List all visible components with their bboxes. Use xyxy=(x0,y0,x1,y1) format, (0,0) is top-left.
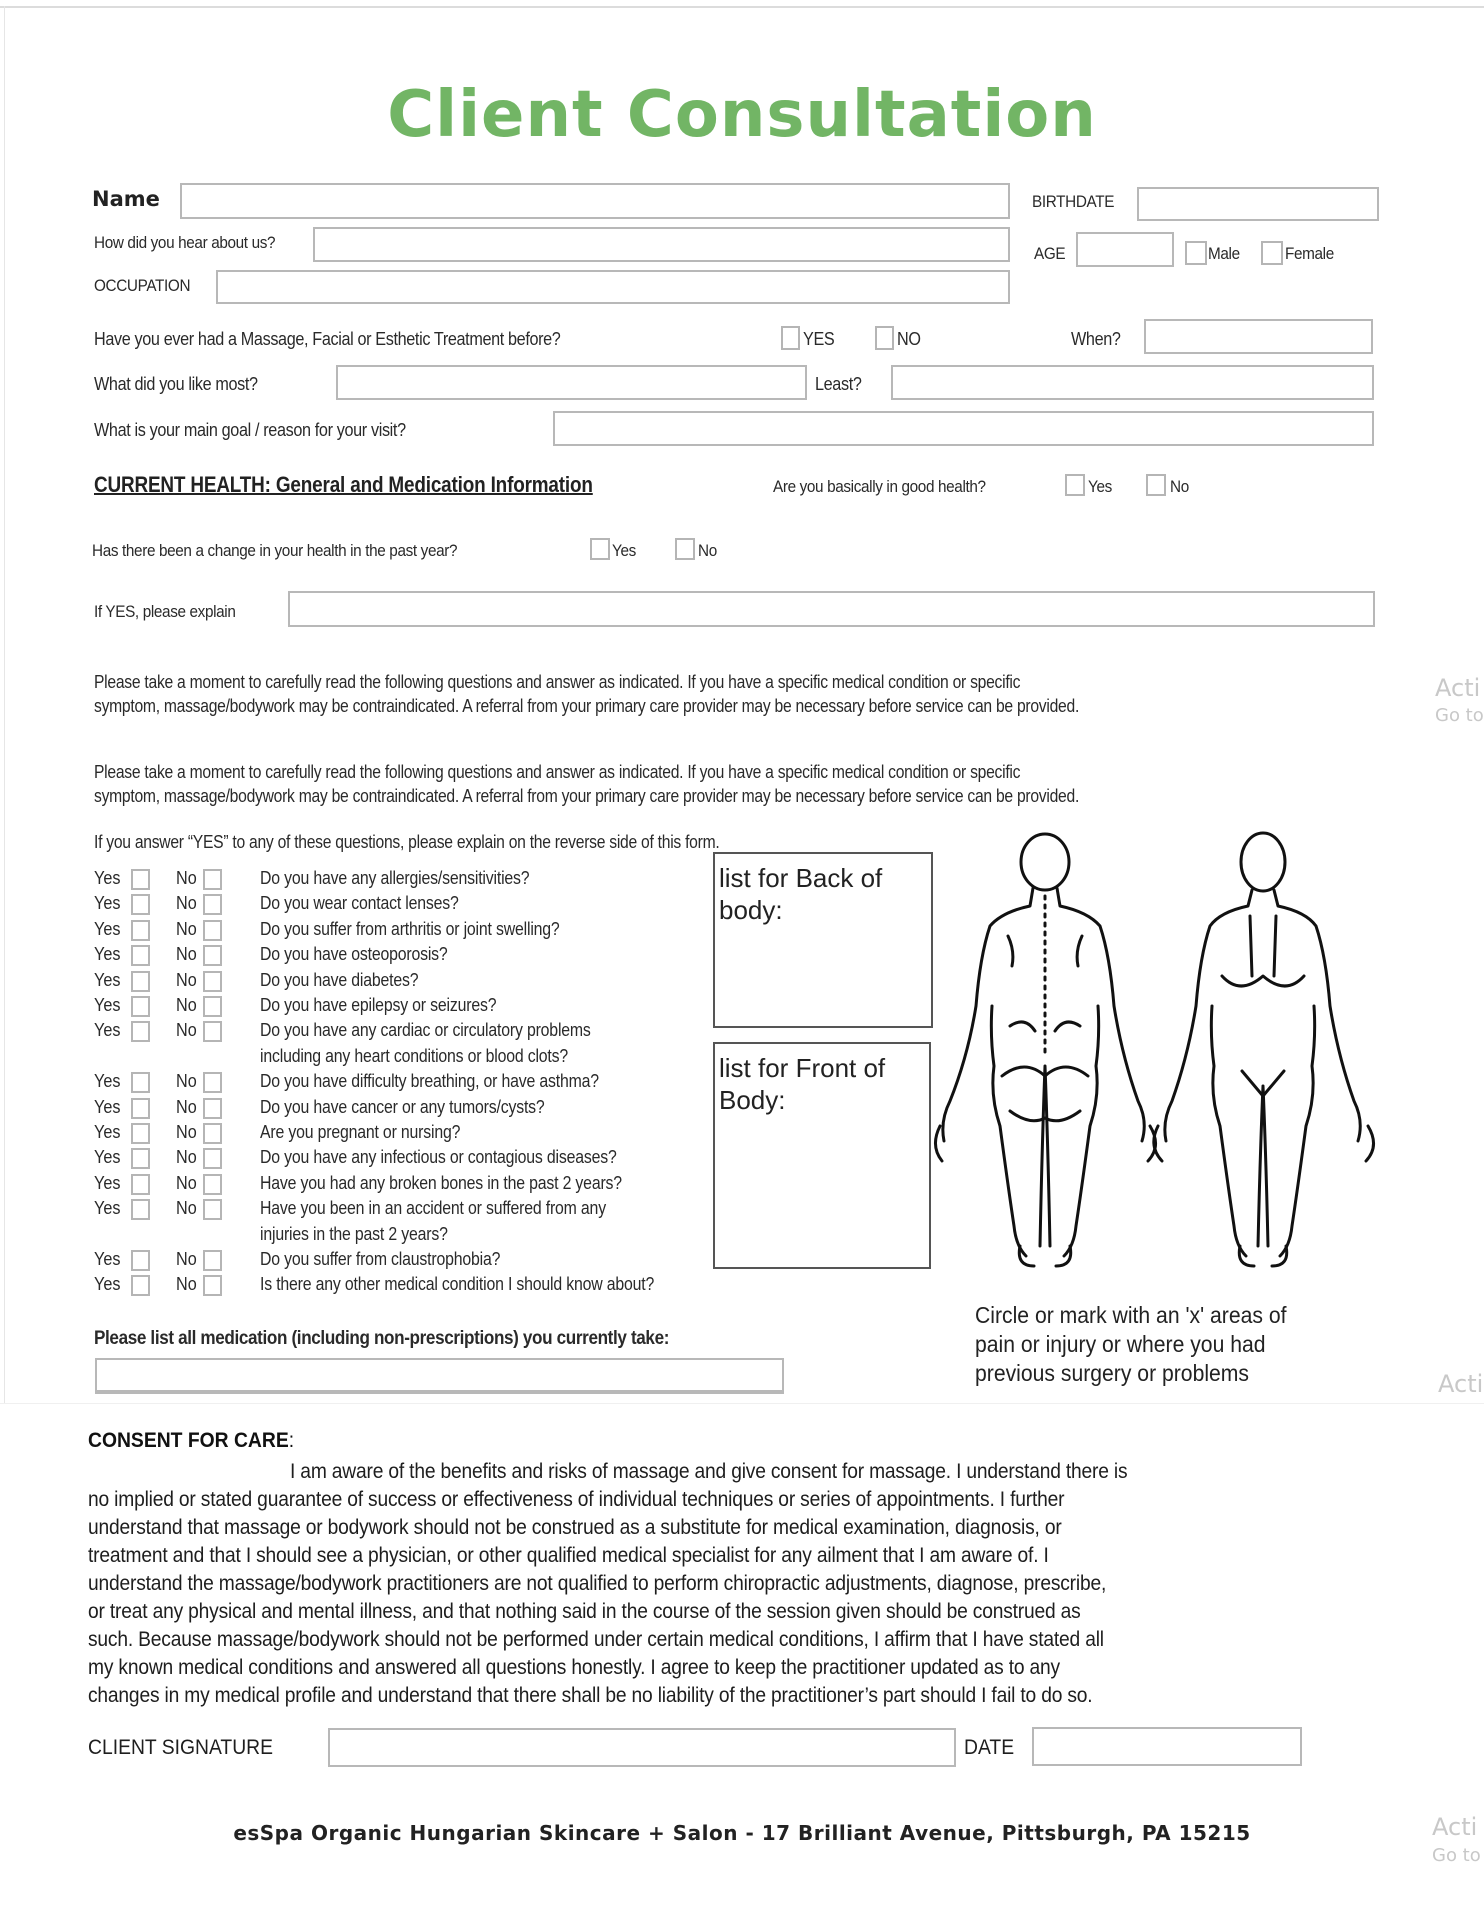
question-text: Do you wear contact lenses? xyxy=(260,893,459,914)
health-change-no-checkbox[interactable] xyxy=(675,538,695,560)
question-no-checkbox[interactable] xyxy=(203,894,222,915)
back-inner-legs xyxy=(1040,1066,1050,1246)
intro-paragraph-1-line: symptom, massage/bodywork may be contraindicated. A referral from your primary care provider may be necessary before service can be provided. xyxy=(94,696,1080,716)
question-yes-label: Yes xyxy=(94,1172,121,1193)
good-health-yes-checkbox[interactable] xyxy=(1065,474,1085,496)
consent-line: understand that massage or bodywork should not be construed as a substitute for medical examination, diagnosis, or xyxy=(88,1516,1062,1539)
consent-line: or treat any physical and mental illness, and that nothing said in the course of the session given should be construed as xyxy=(88,1600,1081,1623)
question-text: Do you have osteoporosis? xyxy=(260,944,448,965)
question-text: Do you have any allergies/sensitivities? xyxy=(260,868,530,888)
diagram-caption-line: pain or injury or where you had xyxy=(975,1331,1266,1357)
question-yes-checkbox[interactable] xyxy=(131,996,150,1017)
treatment-question: Have you ever had a Massage, Facial or Esthetic Treatment before? xyxy=(94,329,561,349)
question-no-checkbox[interactable] xyxy=(203,1123,222,1144)
question-no-checkbox[interactable] xyxy=(203,1174,222,1195)
front-head xyxy=(1241,833,1285,891)
goal-input[interactable] xyxy=(555,413,1372,444)
treatment-no-label: NO xyxy=(897,329,921,349)
watermark-line1: Acti xyxy=(1435,674,1481,702)
birthdate-input[interactable] xyxy=(1139,189,1377,219)
good-health-no-label: No xyxy=(1170,477,1189,496)
intro-paragraph-1 xyxy=(94,670,1079,718)
watermark-line1: Acti xyxy=(1432,1813,1478,1841)
treatment-yes-checkbox[interactable] xyxy=(781,326,800,350)
question-no-label: No xyxy=(176,918,197,939)
yes-instruction: If you answer “YES” to any of these questions, please explain on the reverse side of this form. xyxy=(94,832,720,852)
back-of-body-label: list for Back of body: xyxy=(719,863,883,925)
liked-most-label: What did you like most? xyxy=(94,374,258,394)
question-no-label: No xyxy=(176,893,197,914)
question-no-label: No xyxy=(176,868,197,888)
consent-heading-colon: : xyxy=(288,1429,295,1452)
male-label: Male xyxy=(1208,244,1240,263)
question-no-label: No xyxy=(176,1096,197,1117)
date-label: DATE xyxy=(964,1736,1015,1759)
question-text: Do you have diabetes? xyxy=(260,969,419,990)
hear-about-field[interactable] xyxy=(313,227,1010,262)
occupation-field[interactable] xyxy=(216,270,1010,304)
age-field[interactable] xyxy=(1076,232,1174,267)
diagram-caption-line: Circle or mark with an 'x' areas of xyxy=(975,1302,1287,1328)
intro-paragraph-2-line: symptom, massage/bodywork may be contraindicated. A referral from your primary care provider may be necessary before service can be provided. xyxy=(94,786,1080,806)
back-body-figure[interactable] xyxy=(935,834,1155,1266)
question-yes-checkbox[interactable] xyxy=(131,920,150,941)
question-no-checkbox[interactable] xyxy=(203,945,222,966)
consent-line: such. Because massage/bodywork should not be performed under certain medical conditions, I affirm that I have stated all xyxy=(88,1628,1104,1651)
back-hands xyxy=(935,1126,1155,1161)
question-no-checkbox[interactable] xyxy=(203,920,222,941)
intro-paragraph-1-line: Please take a moment to carefully read the following questions and answer as indicated. If you have a specific medical condition or specific xyxy=(94,672,1021,692)
treatment-no-checkbox[interactable] xyxy=(875,326,894,350)
question-no-label: No xyxy=(176,1147,197,1168)
female-label: Female xyxy=(1285,244,1334,263)
hear-about-label: How did you hear about us? xyxy=(94,233,276,252)
question-no-label: No xyxy=(176,995,197,1015)
hear-about-input[interactable] xyxy=(315,229,1008,260)
health-change-question: Has there been a change in your health in the past year? xyxy=(92,541,458,560)
question-text: Do you have any infectious or contagious diseases? xyxy=(260,1147,617,1168)
consent-line: I am aware of the benefits and risks of massage and give consent for massage. I understand there is xyxy=(290,1460,1128,1483)
question-yes-checkbox[interactable] xyxy=(131,1123,150,1144)
question-no-label: No xyxy=(176,969,197,990)
question-no-label: No xyxy=(176,1020,197,1041)
question-no-label: No xyxy=(176,1071,197,1092)
least-label: Least? xyxy=(815,374,862,394)
question-text: Do you have any cardiac or circulatory problems xyxy=(260,1020,591,1041)
medication-input[interactable] xyxy=(97,1360,782,1390)
liked-most-field[interactable] xyxy=(336,365,807,400)
question-yes-checkbox[interactable] xyxy=(131,1021,150,1042)
question-text: Have you had any broken bones in the past 2 years? xyxy=(260,1172,622,1193)
consent-line: no implied or stated guarantee of success or effectiveness of individual techniques or series of appointments. I further xyxy=(88,1488,1065,1511)
question-text-continued: including any heart conditions or blood clots? xyxy=(260,1045,569,1066)
when-label: When? xyxy=(1071,329,1121,349)
question-text: Do you have difficulty breathing, or have asthma? xyxy=(260,1071,599,1092)
watermark-line2: Go to xyxy=(1432,1845,1481,1866)
question-yes-label: Yes xyxy=(94,1249,121,1269)
health-change-yes-checkbox[interactable] xyxy=(590,538,610,560)
question-yes-label: Yes xyxy=(94,1274,121,1295)
question-yes-label: Yes xyxy=(94,944,121,965)
question-no-label: No xyxy=(176,1122,197,1142)
question-text-continued: injuries in the past 2 years? xyxy=(260,1223,448,1244)
page-top-border xyxy=(0,6,1484,8)
question-yes-label: Yes xyxy=(94,1096,121,1117)
goal-label: What is your main goal / reason for your visit? xyxy=(94,420,406,440)
consent-line: treatment and that I should see a physician, or other qualified medical specialist for any ailment that I am aware of. I xyxy=(88,1544,1049,1567)
question-no-checkbox[interactable] xyxy=(203,1250,222,1271)
question-yes-label: Yes xyxy=(94,969,121,990)
question-yes-checkbox[interactable] xyxy=(131,1148,150,1169)
question-yes-label: Yes xyxy=(94,1071,121,1092)
question-no-checkbox[interactable] xyxy=(203,971,222,992)
page-break xyxy=(0,1403,1484,1416)
good-health-no-checkbox[interactable] xyxy=(1146,474,1166,496)
goal-field[interactable] xyxy=(553,411,1374,446)
question-yes-checkbox[interactable] xyxy=(131,1072,150,1093)
least-input[interactable] xyxy=(893,367,1372,398)
page-left-border xyxy=(4,6,5,1406)
question-yes-label: Yes xyxy=(94,995,121,1015)
back-head xyxy=(1021,834,1069,890)
question-yes-checkbox[interactable] xyxy=(131,1250,150,1271)
front-of-body-list[interactable] xyxy=(713,1042,931,1269)
question-yes-label: Yes xyxy=(94,1122,121,1142)
footer-address: esSpa Organic Hungarian Skincare + Salon - 17 Brilliant Avenue, Pittsburgh, PA 15215 xyxy=(233,1821,1251,1845)
female-checkbox[interactable] xyxy=(1261,241,1283,265)
consent-line: my known medical conditions and answered all questions honestly. I agree to keep the practitioner updated as to any xyxy=(88,1656,1060,1679)
explain-input[interactable] xyxy=(290,593,1373,625)
medication-label: Please list all medication (including non-prescriptions) you currently take: xyxy=(94,1328,670,1349)
question-yes-checkbox[interactable] xyxy=(131,945,150,966)
signature-label: CLIENT SIGNATURE xyxy=(88,1736,274,1759)
question-yes-label: Yes xyxy=(94,1020,121,1041)
question-yes-label: Yes xyxy=(94,868,121,888)
question-yes-checkbox[interactable] xyxy=(131,869,150,890)
treatment-yes-label: YES xyxy=(803,329,835,349)
front-inner-legs xyxy=(1258,1086,1268,1246)
health-change-no-label: No xyxy=(698,541,717,560)
question-no-checkbox[interactable] xyxy=(203,1199,222,1220)
name-input[interactable] xyxy=(182,185,1008,217)
question-text: Do you have cancer or any tumors/cysts? xyxy=(260,1096,545,1117)
question-yes-checkbox[interactable] xyxy=(131,1098,150,1119)
question-text: Are you pregnant or nursing? xyxy=(260,1122,461,1142)
consent-heading-text: CONSENT FOR CARE xyxy=(88,1429,289,1452)
intro-paragraph-2 xyxy=(94,760,1079,808)
health-change-yes-label: Yes xyxy=(612,541,636,560)
birthdate-field[interactable] xyxy=(1137,187,1379,221)
question-no-label: No xyxy=(176,1274,197,1295)
question-no-checkbox[interactable] xyxy=(203,1148,222,1169)
consent-line: changes in my medical profile and understand that there shall be no liability of the practitioner’s part should I fail to do so. xyxy=(88,1684,1093,1707)
question-yes-checkbox[interactable] xyxy=(131,1199,150,1220)
current-health-heading: CURRENT HEALTH: General and Medication Information xyxy=(94,472,593,497)
good-health-question: Are you basically in good health? xyxy=(773,477,986,496)
front-body-figure[interactable] xyxy=(1154,833,1374,1266)
question-text: Do you suffer from arthritis or joint swelling? xyxy=(260,918,560,939)
age-label: AGE xyxy=(1034,244,1066,263)
question-yes-checkbox[interactable] xyxy=(131,894,150,915)
question-yes-checkbox[interactable] xyxy=(131,1275,150,1296)
question-text: Have you been in an accident or suffered from any xyxy=(260,1198,606,1219)
question-yes-checkbox[interactable] xyxy=(131,1174,150,1195)
explain-field[interactable] xyxy=(288,591,1375,627)
good-health-yes-label: Yes xyxy=(1088,477,1112,496)
liked-most-input[interactable] xyxy=(338,367,805,398)
question-no-label: No xyxy=(176,1249,197,1269)
intro-paragraph-2-line: Please take a moment to carefully read the following questions and answer as indicated. If you have a specific medical condition or specific xyxy=(94,762,1021,782)
question-no-checkbox[interactable] xyxy=(203,1275,222,1296)
body-diagram[interactable] xyxy=(930,826,1380,1271)
diagram-caption-line: previous surgery or problems xyxy=(975,1360,1250,1386)
question-no-checkbox[interactable] xyxy=(203,996,222,1017)
question-yes-label: Yes xyxy=(94,1147,121,1168)
date-input[interactable] xyxy=(1034,1729,1300,1764)
question-no-label: No xyxy=(176,1198,197,1219)
question-no-checkbox[interactable] xyxy=(203,1021,222,1042)
question-no-checkbox[interactable] xyxy=(203,1098,222,1119)
diagram-caption xyxy=(975,1301,1286,1388)
question-yes-label: Yes xyxy=(94,1198,121,1219)
date-field[interactable] xyxy=(1032,1727,1302,1766)
question-no-label: No xyxy=(176,1172,197,1193)
occupation-input[interactable] xyxy=(218,272,1008,302)
when-input[interactable] xyxy=(1146,321,1371,352)
page-title: Client Consultation xyxy=(387,78,1097,152)
least-field[interactable] xyxy=(891,365,1374,400)
signature-input[interactable] xyxy=(330,1730,954,1765)
front-of-body-label: list for Front of Body: xyxy=(719,1053,886,1115)
question-yes-checkbox[interactable] xyxy=(131,971,150,992)
name-label: Name xyxy=(92,187,160,211)
question-yes-label: Yes xyxy=(94,893,121,914)
back-of-body-list[interactable] xyxy=(713,852,933,1028)
birthdate-label: BIRTHDATE xyxy=(1032,192,1115,211)
front-chest-pelvis xyxy=(1222,916,1304,1096)
watermark-line1: Acti xyxy=(1438,1370,1484,1398)
question-text: Do you suffer from claustrophobia? xyxy=(260,1249,501,1269)
watermark-line2: Go to xyxy=(1435,705,1484,726)
question-no-checkbox[interactable] xyxy=(203,1072,222,1093)
question-text: Is there any other medical condition I should know about? xyxy=(260,1274,655,1295)
signature-field[interactable] xyxy=(328,1728,956,1767)
consent-line: understand the massage/bodywork practitioners are not qualified to perform chiropractic adjustments, diagnose, prescribe, xyxy=(88,1572,1107,1595)
male-checkbox[interactable] xyxy=(1185,241,1207,265)
question-yes-label: Yes xyxy=(94,918,121,939)
medication-field[interactable] xyxy=(95,1358,784,1394)
question-text: Do you have epilepsy or seizures? xyxy=(260,995,497,1015)
question-no-label: No xyxy=(176,944,197,965)
age-input[interactable] xyxy=(1078,234,1172,265)
when-field[interactable] xyxy=(1144,319,1373,354)
occupation-label: OCCUPATION xyxy=(94,276,191,295)
front-outer-legs xyxy=(1211,1006,1314,1256)
explain-label: If YES, please explain xyxy=(94,602,236,621)
name-field[interactable] xyxy=(180,183,1010,219)
question-no-checkbox[interactable] xyxy=(203,869,222,890)
consent-heading xyxy=(88,1429,294,1453)
